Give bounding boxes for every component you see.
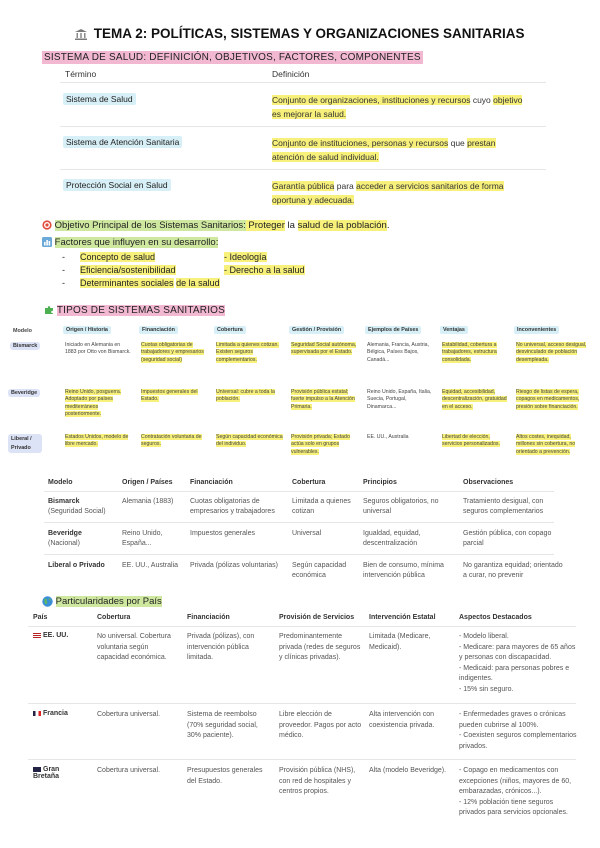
particularidades-heading-text: Particularidades por País — [55, 596, 162, 608]
objetivo-plain: . — [386, 220, 390, 231]
def-highlight: Conjunto de organizaciones, instituciones y recursos — [272, 95, 471, 105]
t2-cell: Limitada a quienes cotizan — [292, 498, 351, 515]
t1-model-bismarck: Bismarck — [10, 342, 40, 350]
factores-line — [42, 237, 218, 248]
t1-cell-highlight: Estabilidad, cobertura a trabajadores, estructura consolidada. — [442, 342, 497, 363]
t1-cell-highlight: Provisión pública estatal; fuerte impulso a la Atención Primaria. — [291, 389, 355, 410]
t2-cell: Cuotas obligatorias de empresarios y trabajadores — [190, 498, 275, 515]
t1-cell: EE. UU., Australia — [367, 434, 409, 440]
t1-cell — [216, 389, 284, 404]
t1-cell: Alemania, Francia, Austria, Bélgica, Países Bajos, Canadá... — [367, 342, 429, 363]
col-definicion: Definición — [272, 69, 310, 79]
t2-cell: Alemania (1883) — [122, 498, 174, 505]
divider — [28, 626, 576, 627]
t1-cell-highlight: Contratación voluntaria de seguros. — [141, 434, 202, 448]
t2-cell: Privada (pólizas voluntarias) — [190, 562, 278, 569]
t1-cell: Iniciado en Alemania en 1883 por Otto von Bismarck. — [65, 342, 131, 356]
term-proteccion-social: Protección Social en Salud — [63, 179, 171, 191]
t1-cell — [516, 389, 588, 411]
factores-label: Factores que influyen en su desarrollo: — [54, 237, 219, 248]
factor-item — [80, 278, 220, 288]
aspecto-item: - Enfermedades graves o crónicas pueden cubrirse al 100%. — [459, 711, 566, 729]
t2-cell: Reino Unido, España... — [122, 530, 163, 547]
t1-cell — [516, 434, 588, 456]
objetivo-highlight: salud de la población — [297, 220, 387, 231]
t1-cell — [291, 434, 359, 456]
aspecto-item: - 15% sin seguro. — [459, 685, 514, 693]
t3-cell: Presupuestos generales del Estado. — [187, 767, 263, 785]
t1-cell — [141, 342, 209, 364]
tipos-heading — [42, 304, 227, 317]
t1-model-liberal: Liberal / Privado — [8, 434, 42, 453]
t3-cell: Cobertura universal. — [97, 767, 161, 774]
t1-cell — [516, 342, 588, 364]
t2-col-financiacion: Financiación — [190, 479, 233, 486]
aspecto-item: - 12% población tiene seguros privados para servicios opcionales. — [459, 798, 568, 816]
t1-col-modelo: Modelo — [13, 328, 32, 334]
t1-cell — [65, 389, 133, 418]
t3-col-pais: País — [33, 614, 48, 621]
divider — [44, 522, 554, 523]
t2-cell: Seguros obligatorios, no universal — [363, 498, 439, 515]
factor-item: - Ideología — [224, 252, 267, 262]
t3-cell: Libre elección de proveedor. Pagos por acto médico. — [279, 711, 362, 739]
objetivo-plain: la — [284, 220, 298, 231]
t2-cell: No garantiza equidad; orientado a curar, no prevenir — [463, 562, 563, 579]
factor-item: - Derecho a la salud — [224, 265, 305, 275]
t1-col-gestion: Gestión / Provisión — [289, 326, 344, 334]
t1-cell — [141, 434, 209, 449]
t3-aspectos — [459, 766, 579, 819]
t2-col-modelo: Modelo — [48, 479, 73, 486]
factor-highlight: Determinantes sociales — [80, 278, 174, 288]
objetivo-label: Objetivo Principal de los Sistemas Sanitarios: — [54, 220, 246, 231]
bullet-dash: - — [62, 278, 65, 288]
t1-cell-highlight: No universal, acceso desigual, desvinculado de población desempleada. — [516, 342, 587, 363]
t1-col-ventajas: Ventajas — [440, 326, 468, 334]
t3-cell: Predominantemente privada (redes de seguros y clínicas privadas). — [279, 633, 361, 661]
t2-model-sub: (Nacional) — [48, 540, 80, 547]
factor-highlight: de la salud — [176, 278, 220, 288]
t1-cell-highlight: Libertad de elección, servicios personalizados. — [442, 434, 500, 448]
us-flag-icon — [33, 633, 41, 638]
aspecto-item: - Coexisten seguros complementarios privados. — [459, 732, 577, 750]
def-highlight: objetivo — [493, 95, 523, 105]
t2-model-name: Bismarck — [48, 498, 80, 505]
divider — [44, 554, 554, 555]
divider — [44, 491, 554, 492]
t2-cell: Bien de consumo, mínima intervención pública — [363, 562, 444, 579]
term-atencion-sanitaria: Sistema de Atención Sanitaria — [63, 136, 182, 148]
divider — [60, 126, 546, 127]
t2-col-principios: Principios — [363, 479, 397, 486]
t3-cell: Sistema de reembolso (70% seguridad social, 30% paciente). — [187, 711, 258, 739]
t1-col-inconvenientes: Inconvenientes — [514, 326, 559, 334]
t1-cell-highlight: Provisión privada; Estado actúa solo en grupos vulnerables. — [291, 434, 350, 455]
t3-pais — [33, 710, 68, 717]
term-sistema-salud: Sistema de Salud — [63, 93, 136, 105]
t3-aspectos — [459, 632, 579, 695]
t2-model-sub: (Seguridad Social) — [48, 508, 106, 515]
bullet-dash: - — [62, 252, 65, 262]
t1-col-cobertura: Cobertura — [214, 326, 246, 334]
t3-col-aspectos: Aspectos Destacados — [459, 614, 532, 621]
t3-col-financiacion: Financiación — [187, 614, 230, 621]
t2-col-observaciones: Observaciones — [463, 479, 514, 486]
target-icon — [42, 220, 52, 231]
t1-cell-highlight: Limitada a quienes cotizan. Existen seguros complementarios. — [216, 342, 279, 363]
divider — [60, 169, 546, 170]
t1-cell-highlight: Cuotas obligatorias de trabajadores y empresarios (seguridad social) — [141, 342, 204, 363]
def-highlight: acceder a servicios sanitarios de forma — [356, 181, 504, 191]
t2-model — [48, 561, 120, 571]
def-highlight: oportuna y adecuada. — [272, 195, 355, 205]
t1-cell — [141, 389, 209, 404]
divider — [28, 759, 576, 760]
t3-cell: Cobertura universal. — [97, 711, 161, 718]
title-text: TEMA 2: POLÍTICAS, SISTEMAS Y ORGANIZACIONES SANITARIAS — [93, 26, 525, 41]
particularidades-heading — [42, 596, 162, 607]
t1-cell-highlight: Riesgo de listas de espera, copagos en medicamentos, presión sobre financiación. — [516, 389, 580, 410]
t3-cell: No universal. Cobertura voluntaria según capacidad económica. — [97, 633, 171, 661]
t1-cell-highlight: Estados Unidos, modelo de libre mercado. — [65, 434, 129, 448]
t1-cell-highlight: Seguridad Social autónoma, supervisada por el Estado. — [291, 342, 357, 356]
tipos-heading-text: TIPOS DE SISTEMAS SANITARIOS — [56, 305, 226, 316]
t2-col-cobertura: Cobertura — [292, 479, 326, 486]
aspecto-item: - Copago en medicamentos con excepciones (niños, mayores de 60, embarazadas, crónicos...). — [459, 767, 572, 795]
t2-cell: Igualdad, equidad, descentralización — [363, 530, 421, 547]
t1-cell — [442, 434, 508, 449]
t2-col-origen: Origen / Países — [122, 479, 173, 486]
def-highlight: es mejorar la salud. — [272, 109, 347, 119]
t3-pais-name: Gran Bretaña — [33, 766, 60, 780]
t3-col-cobertura: Cobertura — [97, 614, 131, 621]
definition-text — [272, 136, 542, 164]
france-flag-icon — [33, 711, 41, 716]
divider — [28, 703, 576, 704]
t2-cell: Según capacidad económica — [292, 562, 347, 579]
t1-cell — [216, 342, 284, 364]
def-plain: para — [334, 181, 357, 191]
def-highlight: Garantía pública — [272, 181, 335, 191]
bank-icon — [75, 27, 90, 41]
divider — [60, 82, 546, 83]
t1-cell-highlight: Altos costes, inequidad, millones sin cobertura, no orientado a prevención. — [516, 434, 576, 455]
t1-col-origen: Origen / Historia — [63, 326, 111, 334]
def-highlight: prestan — [467, 138, 496, 148]
t1-cell: Reino Unido, España, Italia, Suecia, Portugal, Dinamarca... — [367, 389, 432, 410]
chart-icon — [42, 237, 52, 248]
page-title — [0, 26, 600, 41]
t3-col-provision: Provisión de Servicios — [279, 614, 355, 621]
t3-aspectos — [459, 710, 579, 752]
aspecto-item: - Modelo liberal. — [459, 633, 509, 640]
t2-cell: Gestión pública, con copago parcial — [463, 530, 552, 547]
factor-item: Concepto de salud — [80, 252, 156, 262]
t1-cell — [442, 389, 508, 411]
t3-cell: Provisión pública (NHS), con red de hospitales y centros propios. — [279, 767, 356, 795]
t2-model — [48, 497, 118, 517]
t1-cell-highlight: Según capacidad económica del individuo. — [216, 434, 283, 448]
t1-cell — [291, 389, 359, 411]
t1-cell — [291, 342, 359, 357]
bullet-dash: - — [62, 265, 65, 275]
t1-model-beveridge: Beveridge — [8, 389, 40, 397]
t1-col-financiacion: Financiación — [139, 326, 178, 334]
aspecto-item: - Medicare: para mayores de 65 años y personas con discapacidad. — [459, 643, 576, 661]
t2-cell: Universal — [292, 530, 322, 537]
t3-col-intervencion: Intervención Estatal — [369, 614, 436, 621]
def-highlight: Conjunto de instituciones, personas y recursos — [272, 138, 449, 148]
uk-flag-icon — [33, 767, 41, 772]
t1-cell — [442, 342, 508, 364]
t3-pais — [33, 766, 73, 780]
objetivo-line — [42, 220, 389, 231]
t2-cell: Tratamiento desigual, con seguros complementarios — [463, 498, 544, 515]
t3-cell: Alta intervención con coexistencia privada. — [369, 711, 435, 729]
def-plain: que — [448, 138, 468, 148]
col-termino: Término — [65, 69, 97, 79]
globe-icon — [42, 596, 53, 607]
t3-pais-name: EE. UU. — [43, 632, 69, 639]
t2-cell: Impuestos generales — [190, 530, 255, 537]
t1-cell — [65, 434, 133, 449]
aspecto-item: - Medicaid: para personas pobres e indigentes. — [459, 664, 570, 682]
t1-cell-highlight: Equidad, accesibilidad, descentralización, gratuidad en el acceso. — [442, 389, 507, 410]
def-plain: cuyo — [470, 95, 494, 105]
t1-cell-highlight: Reino Unido, posguerra. Adoptado por países mediterráneos posteriormente. — [65, 389, 122, 417]
t3-cell: Limitada (Medicare, Medicaid). — [369, 633, 431, 651]
factor-item: Eficiencia/sostenibilidad — [80, 265, 176, 275]
t3-cell: Alta (modelo Beveridge). — [369, 767, 447, 774]
puzzle-icon — [44, 305, 54, 316]
objetivo-highlight: Proteger — [245, 220, 285, 231]
t2-cell: EE. UU., Australia — [122, 562, 179, 569]
t3-cell: Privada (pólizas), con intervención pública limitada. — [187, 633, 255, 661]
definition-text — [272, 179, 542, 207]
t1-cell-highlight: Impuestos generales del Estado. — [141, 389, 198, 403]
section-definiciones-heading: SISTEMA DE SALUD: DEFINICIÓN, OBJETIVOS, FACTORES, COMPONENTES — [44, 52, 421, 63]
t3-pais-name: Francia — [43, 710, 68, 717]
t2-model — [48, 529, 118, 549]
def-highlight: atención de salud individual. — [272, 152, 379, 162]
t1-col-ejemplos: Ejemplos de Países — [365, 326, 421, 334]
t2-model-name: Beveridge — [48, 530, 82, 537]
t1-cell — [216, 434, 284, 449]
t1-cell-highlight: Universal: cubre a toda la población. — [216, 389, 275, 403]
t2-model-name: Liberal o Privado — [48, 562, 105, 569]
t3-pais — [33, 632, 68, 639]
definition-text — [272, 93, 542, 121]
